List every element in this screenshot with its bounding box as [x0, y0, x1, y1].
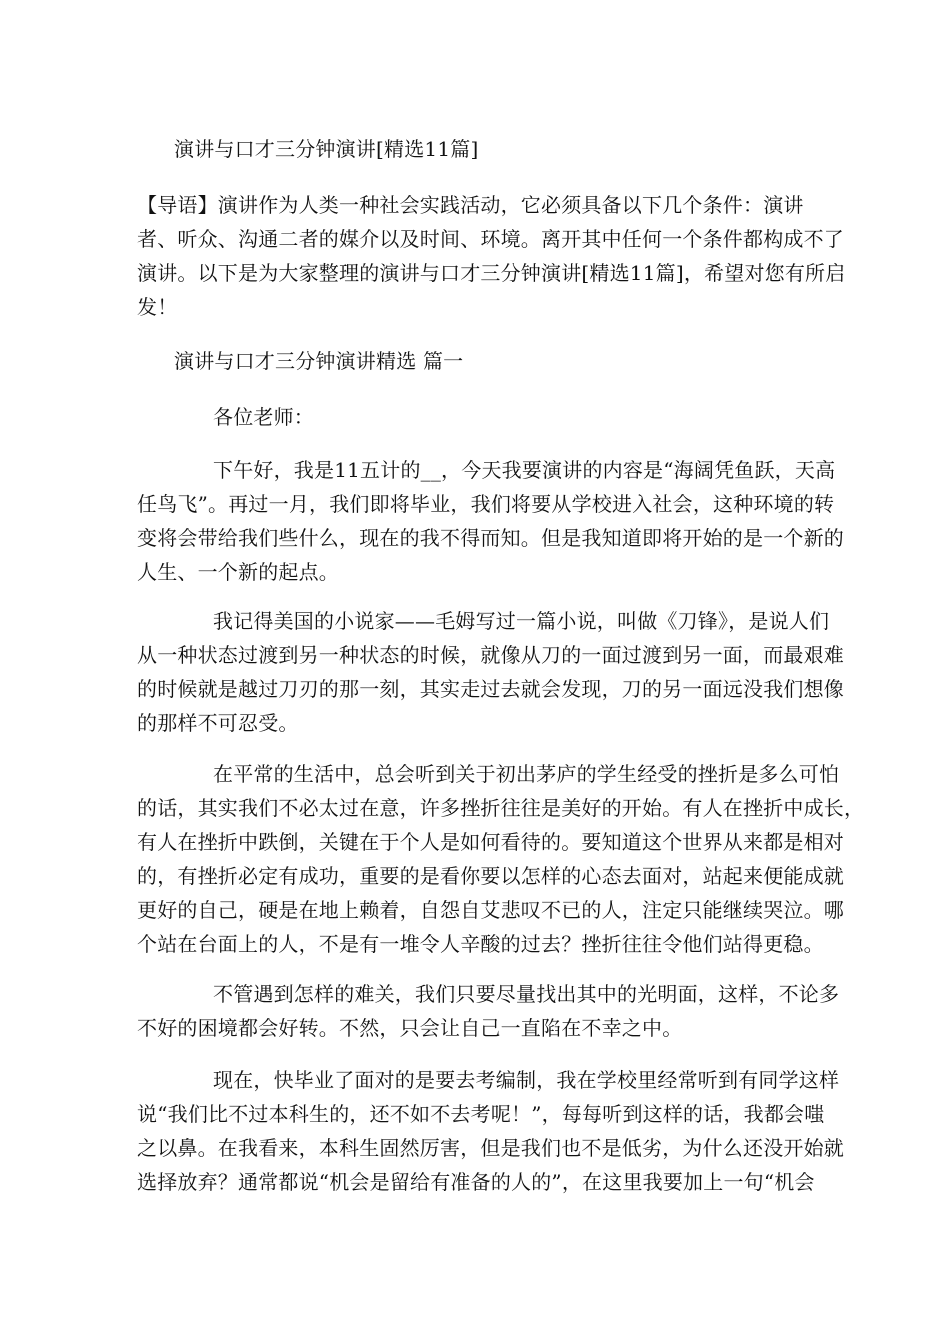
paragraph-line: 有人在挫折中跌倒，关键在于个人是如何看待的。要知道这个世界从来都是相对: [137, 830, 844, 854]
paragraph-line: 选择放弃？通常都说“机会是留给有准备的人的”，在这里我要加上一句“机会: [137, 1170, 815, 1194]
document-title: 演讲与口才三分钟演讲[精选11篇]: [174, 137, 479, 161]
paragraph-line: 个站在台面上的人，不是有一堆令人辛酸的过去？挫折往往令他们站得更稳。: [137, 932, 824, 956]
paragraph-line: 我记得美国的小说家——毛姆写过一篇小说，叫做《刀锋》，是说人们: [213, 609, 830, 633]
paragraph-line: 的话，其实我们不必太过在意，许多挫折往往是美好的开始。有人在挫折中成长，: [137, 796, 865, 820]
paragraph-line: 下午好，我是11五计的__，今天我要演讲的内容是“海阔凭鱼跃，天高: [213, 458, 836, 482]
paragraph-line: 说“我们比不过本科生的，还不如不去考呢！”，每每听到这样的话，我都会嗤: [137, 1102, 825, 1126]
paragraph-line: 从一种状态过渡到另一种状态的时候，就像从刀的一面过渡到另一面，而最艰难: [137, 643, 844, 667]
paragraph-line: 的时候就是越过刀刃的那一刻，其实走过去就会发现，刀的另一面远没我们想像: [137, 677, 844, 701]
paragraph-line: 之以鼻。在我看来，本科生固然厉害，但是我们也不是低劣，为什么还没开始就: [137, 1136, 844, 1160]
salutation: 各位老师：: [213, 405, 314, 429]
paragraph-line: 更好的自己，硬是在地上赖着，自怨自艾悲叹不已的人，注定只能继续哭泣。哪: [137, 898, 844, 922]
paragraph-line: 现在，快毕业了面对的是要去考编制，我在学校里经常听到有同学这样: [213, 1068, 840, 1092]
section-title: 演讲与口才三分钟演讲精选 篇一: [174, 349, 464, 373]
paragraph-line: 的那样不可忍受。: [137, 711, 299, 735]
intro-line: 者、听众、沟通二者的媒介以及时间、环境。离开其中任何一个条件都构成不了: [137, 227, 844, 251]
paragraph-line: 不管遇到怎样的难关，我们只要尽量找出其中的光明面，这样，不论多: [213, 982, 840, 1006]
paragraph-line: 变将会带给我们些什么，现在的我不得而知。但是我知道即将开始的是一个新的: [137, 526, 844, 550]
intro-line: 演讲。以下是为大家整理的演讲与口才三分钟演讲[精选11篇]，希望对您有所启: [137, 261, 846, 285]
paragraph-line: 不好的困境都会好转。不然，只会让自己一直陷在不幸之中。: [137, 1016, 683, 1040]
paragraph-line: 任鸟飞”。再过一月，我们即将毕业，我们将要从学校进入社会，这种环境的转: [137, 492, 835, 516]
paragraph-line: 人生、一个新的起点。: [137, 560, 339, 584]
paragraph-line: 的，有挫折必定有成功，重要的是看你要以怎样的心态去面对，站起来便能成就: [137, 864, 844, 888]
intro-line: 【导语】演讲作为人类一种社会实践活动，它必须具备以下几个条件：演讲: [137, 193, 804, 217]
intro-line: 发！: [137, 295, 178, 319]
paragraph-line: 在平常的生活中，总会听到关于初出茅庐的学生经受的挫折是多么可怕: [213, 762, 840, 786]
